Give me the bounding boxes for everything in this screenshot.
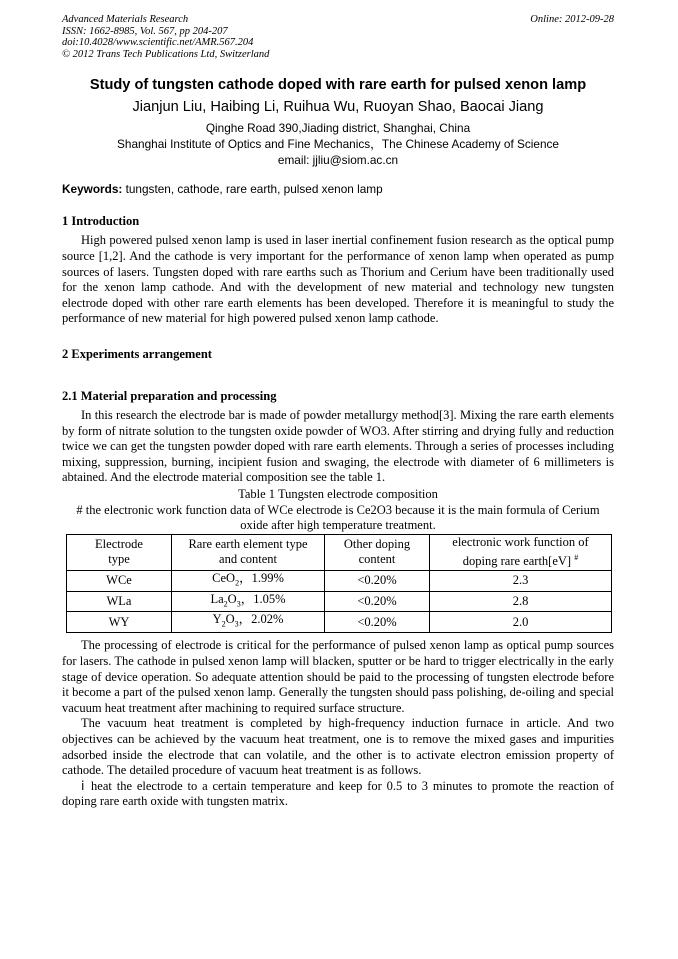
- subsection-heading: 2.1 Material preparation and processing: [62, 388, 277, 403]
- paragraph: High powered pulsed xenon lamp is used in laser inertial confinement fusion research as the optical pump source [1,2]. And the cathode is very important for the performance of xenon lamp when operated as pump sources of lasers. Tungsten doped with rare earths such as Thorium and Cerium have been traditionally used for the xenon lamp cathode. And with the development of new material and technology new tungsten electrode doped with other rare earth elements has been developed. Therefore it is meaningful to study the performance of new material for high powered pulsed xenon lamp cathode.: [62, 233, 614, 326]
- cell-other: <0.20%: [325, 591, 430, 612]
- cell-wf: 2.8: [430, 591, 612, 612]
- cell-wf: 2.3: [430, 570, 612, 591]
- header-cell: Other doping content: [325, 534, 430, 570]
- cell-oxide: $La_2O_3$，1.05%: [172, 591, 325, 612]
- journal-name: Advanced Materials Research: [62, 14, 189, 25]
- section-heading: 2 Experiments arrangement: [62, 346, 212, 361]
- section-experiments: [62, 347, 614, 362]
- paper-title: Study of tungsten cathode doped with rare earth for pulsed xenon lamp: [89, 77, 587, 94]
- online-date: Online: 2012-09-28: [530, 14, 614, 25]
- table-row: [67, 591, 612, 612]
- header-cell: Electrode type: [67, 534, 172, 570]
- cell-oxide: CeO$_2$，1.99%: [172, 570, 325, 591]
- cell-other: <0.20%: [325, 570, 430, 591]
- affiliation-line2: Shanghai Institute of Optics and Fine Mechanics，The Chinese Academy of Science: [117, 137, 559, 152]
- subsection-material: [62, 389, 614, 404]
- table-note: # the electronic work function data of WCe electrode is Ce2O3 because it is the main formula of Cerium oxide after high temperature treatment.: [76, 502, 600, 533]
- cell-oxide: $Y_2O_3$，2.02%: [172, 612, 325, 633]
- composition-table: [66, 534, 612, 634]
- header-cell: Rare earth element type and content: [172, 534, 325, 570]
- paragraph: The vacuum heat treatment is completed by high-frequency induction furnace in article. And two objectives can be achieved by the vacuum heat treatment, one is to remove the mixed gases and impurities adsorbed inside the electrode that can volatile, and the other is to activate electron emission property of cathode. The detailed procedure of vacuum heat treatment is as follows.: [62, 716, 614, 778]
- issn: ISSN: 1662-8985, Vol. 567, pp 204-207: [62, 25, 228, 37]
- doi: doi:10.4028/www.scientific.net/AMR.567.204: [62, 37, 254, 49]
- section-heading: 1 Introduction: [62, 214, 140, 229]
- copyright: © 2012 Trans Tech Publications Ltd, Switzerland: [62, 48, 270, 60]
- email: email: jjliu@siom.ac.cn: [277, 153, 399, 168]
- cell-wf: 2.0: [430, 612, 612, 633]
- paragraph: The processing of electrode is critical for the performance of pulsed xenon lamp as optical pump sources for lasers. The cathode in pulsed xenon lamp will blacken, sputter or be hard to trigger electrically in the early stage of device operation. So adequate attention should be paid to the processing of tungsten electrode before it become a part of the pulsed xenon lamp. Generally the tungsten should pass polishing, de-oiling and special vacuum heat treatment after machining to required surface structure.: [62, 638, 614, 715]
- keywords-text: tungsten, cathode, rare earth, pulsed xenon lamp: [122, 182, 383, 197]
- authors: Jianjun Liu, Haibing Li, Ruihua Wu, Ruoyan Shao, Baocai Jiang: [132, 99, 544, 116]
- journal-header: [62, 14, 614, 60]
- affiliation-line1: Qinghe Road 390,Jiading district, Shanghai, China: [205, 121, 471, 136]
- section-introduction: [62, 214, 614, 327]
- header-cell: electronic work function of doping rare earth[eV] #: [430, 534, 612, 570]
- paper-page: [62, 14, 614, 810]
- cell-type: WCe: [67, 570, 172, 591]
- paragraph: In this research the electrode bar is made of powder metallurgy method[3]. Mixing the rare earth elements by form of nitrate solution to the tungsten oxide powder of WO3. After stirring and drying fully and reduction twice we can get the tungsten powder doped with rare earth elements. Through a series of processes including mixing, suppression, burning, incipient fusion and swaging, the electrode with diameter of 6 millimeters is abtained. And the electrode material composition see the table 1.: [62, 407, 614, 485]
- table-caption: Table 1 Tungsten electrode composition: [238, 486, 438, 501]
- table-header-row: [67, 534, 612, 570]
- affiliation: [62, 120, 614, 168]
- keywords-label: Keywords:: [62, 182, 123, 197]
- cell-type: WLa: [67, 591, 172, 612]
- table-row: [67, 570, 612, 591]
- paragraph: ⅰ heat the electrode to a certain temperature and keep for 0.5 to 3 minutes to promote the reaction of doping rare earth oxide with tungsten matrix.: [62, 778, 614, 809]
- keywords: [62, 182, 614, 196]
- table-row: [67, 612, 612, 633]
- cell-other: <0.20%: [325, 612, 430, 633]
- cell-type: WY: [67, 612, 172, 633]
